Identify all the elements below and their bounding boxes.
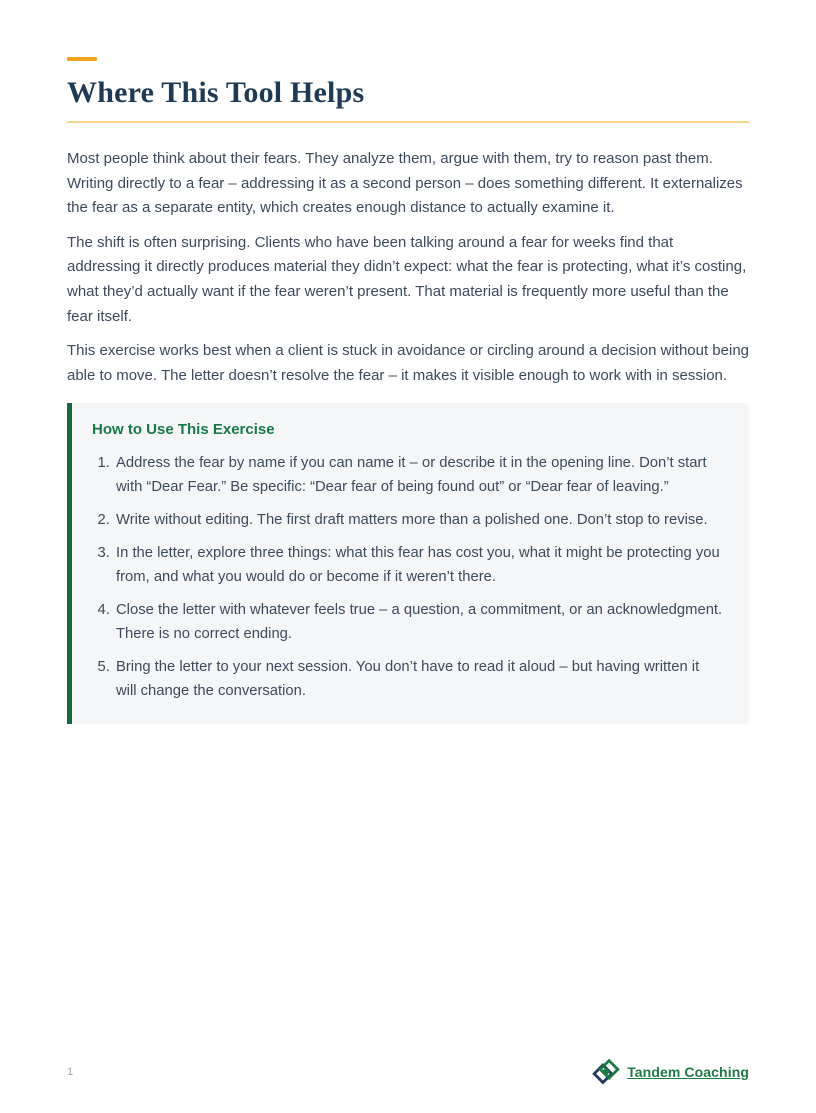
instruction-item-1: 1. Address the fear by name if you can name it – or describe it in the opening line. Don’t start with “Dear Fear.” Be specific: “Dear fear of being found out” or “Dear fear of leaving.” <box>114 451 723 499</box>
document-page <box>0 57 816 1113</box>
intro-copy <box>67 147 749 388</box>
paragraph-2: The shift is often surprising. Clients who have been talking around a fear for weeks find that addressing it directly produces material they didn’t expect: what the fear is protecting, what it’s costing, what they’d actually want if the fear weren’t present. That material is frequently more useful than the fear itself. <box>67 233 747 325</box>
how-to-use-callout <box>67 403 749 724</box>
title-underline-rule <box>67 121 749 123</box>
instruction-item-3: 3. In the letter, explore three things: what this fear has cost you, what it might be protecting you from, and what you would do or become if it weren’t there. <box>114 541 723 589</box>
paragraph-3: This exercise works best when a client is stuck in avoidance or circling around a decision without being able to move. The letter doesn’t resolve the fear – it makes it visible enough to work with in session. <box>67 342 750 384</box>
instruction-item-4: 4. Close the letter with whatever feels true – a question, a commitment, or an acknowledgment. There is no correct ending. <box>114 598 723 646</box>
page-number: 1 <box>67 1066 74 1078</box>
instruction-item-2: 2. Write without editing. The first draft matters more than a polished one. Don’t stop to revise. <box>114 508 723 532</box>
paragraph-1: Most people think about their fears. They analyze them, argue with them, try to reason past them. Writing directly to a fear – addressing it as a second person – does something different. It externalizes the fear as a separate entity, which creates enough distance to actually examine it. <box>67 150 743 217</box>
tandem-double-diamond-icon <box>592 1058 620 1086</box>
brand-link[interactable] <box>592 1058 749 1086</box>
instruction-item-5: 5. Bring the letter to your next session. You don’t have to read it aloud – but having written it will change the conversation. <box>114 655 723 703</box>
callout-heading: How to Use This Exercise <box>92 421 275 439</box>
page-content <box>0 57 816 724</box>
brand-name: Tandem Coaching <box>627 1064 749 1080</box>
accent-bar <box>67 57 97 61</box>
instruction-list <box>92 451 723 703</box>
page-title: Where This Tool Helps <box>67 76 365 109</box>
